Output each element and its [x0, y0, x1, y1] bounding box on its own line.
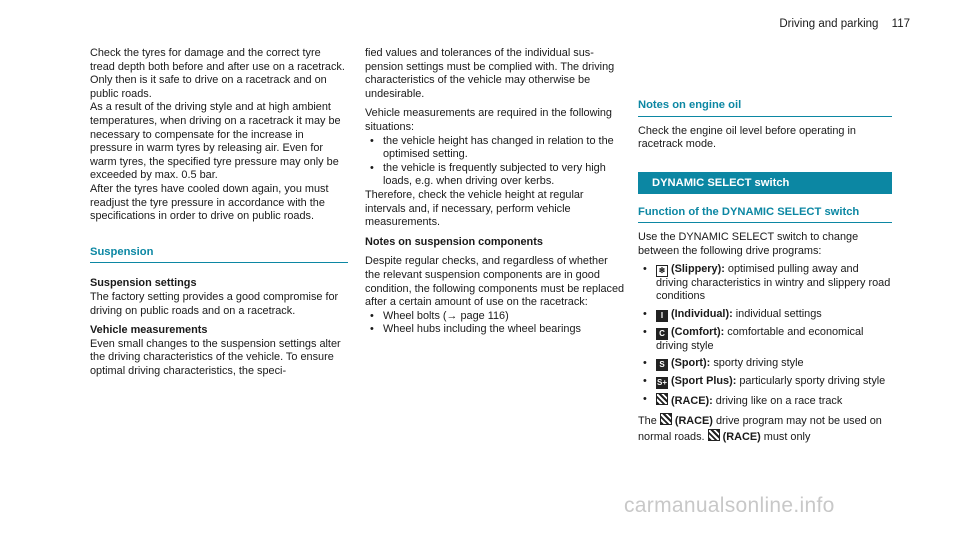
column-right	[638, 99, 892, 444]
list-item: • Wheel bolts (→ page 116)	[370, 309, 509, 322]
comfort-icon: C	[656, 328, 668, 340]
paragraph-factory-setting: The factory setting provides a good compromise for driving on public roads and on a racetrack.	[90, 290, 339, 317]
drive-program-item: • (RACE): driving like on a race track	[643, 393, 843, 408]
drive-program-list	[638, 263, 892, 409]
subheading-vehicle-measurements: Vehicle measurements	[90, 324, 208, 337]
race-flag-icon	[656, 393, 668, 405]
subheading-suspension-settings: Suspension settings	[90, 277, 197, 290]
sport-icon: S	[656, 359, 668, 371]
paragraph-readjust: After the tyres have cooled down again, you must readjust the tyre pressure in accordance with the specifications in order to drive on public roads.	[90, 182, 329, 223]
list-item: • the vehicle is frequently subjected to very high loads, e.g. when driving over kerbs.	[370, 161, 606, 188]
page-number: 117	[891, 18, 910, 30]
drive-program-description: optimised pulling away and driving characteristics in wintry and slippery road conditions	[656, 262, 891, 303]
list-item: • Wheel hubs including the wheel bearings	[370, 323, 581, 336]
drive-program-item: • S (Sport): sporty driving style	[643, 357, 804, 370]
watermark-text: carmanualsonline.info	[624, 494, 835, 517]
drive-program-name: (Sport):	[671, 357, 711, 370]
drive-program-name: (Slippery):	[671, 262, 725, 275]
drive-program-description: particularly sporty driving style	[739, 375, 886, 388]
paragraph-components: Despite regular checks, and regardless of whether the relevant suspension components are in good condition, the following components must be replaced after a certain amount of use on the racetrack:	[365, 255, 625, 309]
slippery-icon: ❄	[656, 265, 668, 277]
subheading-notes-suspension: Notes on suspension components	[365, 235, 543, 248]
drive-program-item: • S+ (Sport Plus): particularly sporty driving style	[643, 375, 886, 388]
running-header	[779, 18, 910, 30]
individual-icon: I	[656, 310, 668, 322]
drive-program-description: driving like on a race track	[715, 395, 843, 408]
paragraph-tyre-pressure: As a result of the driving style and at high ambient temperatures, when driving on a racetrack it may be necessary to compensate for the increase in pressure in warm tyres by releasing air. Even for warm tyres, the specified tyre pressure may only be exceeded by max. 0.5 bar.	[90, 101, 341, 182]
paragraph-tyre-check: Check the tyres for damage and the correct tyre tread depth both before and after use on a racetrack. Only then is it safe to drive on a racetrack and on public roads.	[90, 47, 345, 100]
header-section-title: Driving and parking	[779, 18, 879, 30]
paragraph-tolerances: fied values and tolerances of the individual suspension settings must be complied with. The driving characteristics of the vehicle may otherwise be undesirable.	[365, 47, 615, 100]
subheading-function-switch: Function of the DYNAMIC SELECT switch	[638, 206, 892, 224]
section-bar-dynamic-select: DYNAMIC SELECT switch	[638, 172, 892, 194]
drive-program-name: (Sport Plus):	[671, 375, 737, 388]
column-middle	[365, 47, 625, 337]
paragraph-check-height: Therefore, check the vehicle height at regular intervals and, if necessary, perform vehicle measurements.	[365, 188, 584, 229]
column-left	[90, 47, 348, 378]
drive-program-name: (Comfort):	[671, 325, 725, 338]
drive-program-description: sporty driving style	[713, 357, 804, 370]
situation-list	[365, 135, 625, 189]
page-link-116[interactable]: Wheel bolts (→ page 116)	[383, 309, 509, 322]
race-flag-icon	[708, 429, 720, 441]
section-heading-engine-oil: Notes on engine oil	[638, 99, 892, 117]
paragraph-race-note: The (RACE) drive program may not be used on normal roads. (RACE) must only	[638, 414, 882, 443]
drive-program-item: • I (Individual): individual settings	[643, 307, 822, 320]
paragraph-engine-oil: Check the engine oil level before operating in racetrack mode.	[638, 124, 856, 151]
drive-program-description: individual settings	[735, 307, 822, 320]
list-item: • the vehicle height has changed in relation to the optimised setting.	[370, 134, 614, 161]
component-list	[365, 310, 625, 337]
drive-program-name: (Individual):	[671, 307, 733, 320]
drive-program-item: • ❄ (Slippery): optimised pulling away and driving characteristics in wintry and slippery road conditions	[643, 262, 891, 303]
paragraph-measurements: Even small changes to the suspension settings alter the driving characteristics of the vehicle. To ensure optimal driving characteristics, the speci-	[90, 337, 341, 377]
paragraph-situations: Vehicle measurements are required in the following situations:	[365, 107, 612, 133]
paragraph-programs-intro: Use the DYNAMIC SELECT switch to change between the following drive programs:	[638, 231, 859, 257]
sport-plus-icon: S+	[657, 378, 668, 388]
drive-program-description: comfortable and economical driving style	[656, 325, 864, 352]
drive-program-item: • C (Comfort): comfortable and economical driving style	[643, 325, 864, 352]
drive-program-name: (RACE):	[671, 395, 713, 408]
section-heading-suspension: Suspension	[90, 246, 348, 264]
race-flag-icon	[660, 413, 672, 425]
